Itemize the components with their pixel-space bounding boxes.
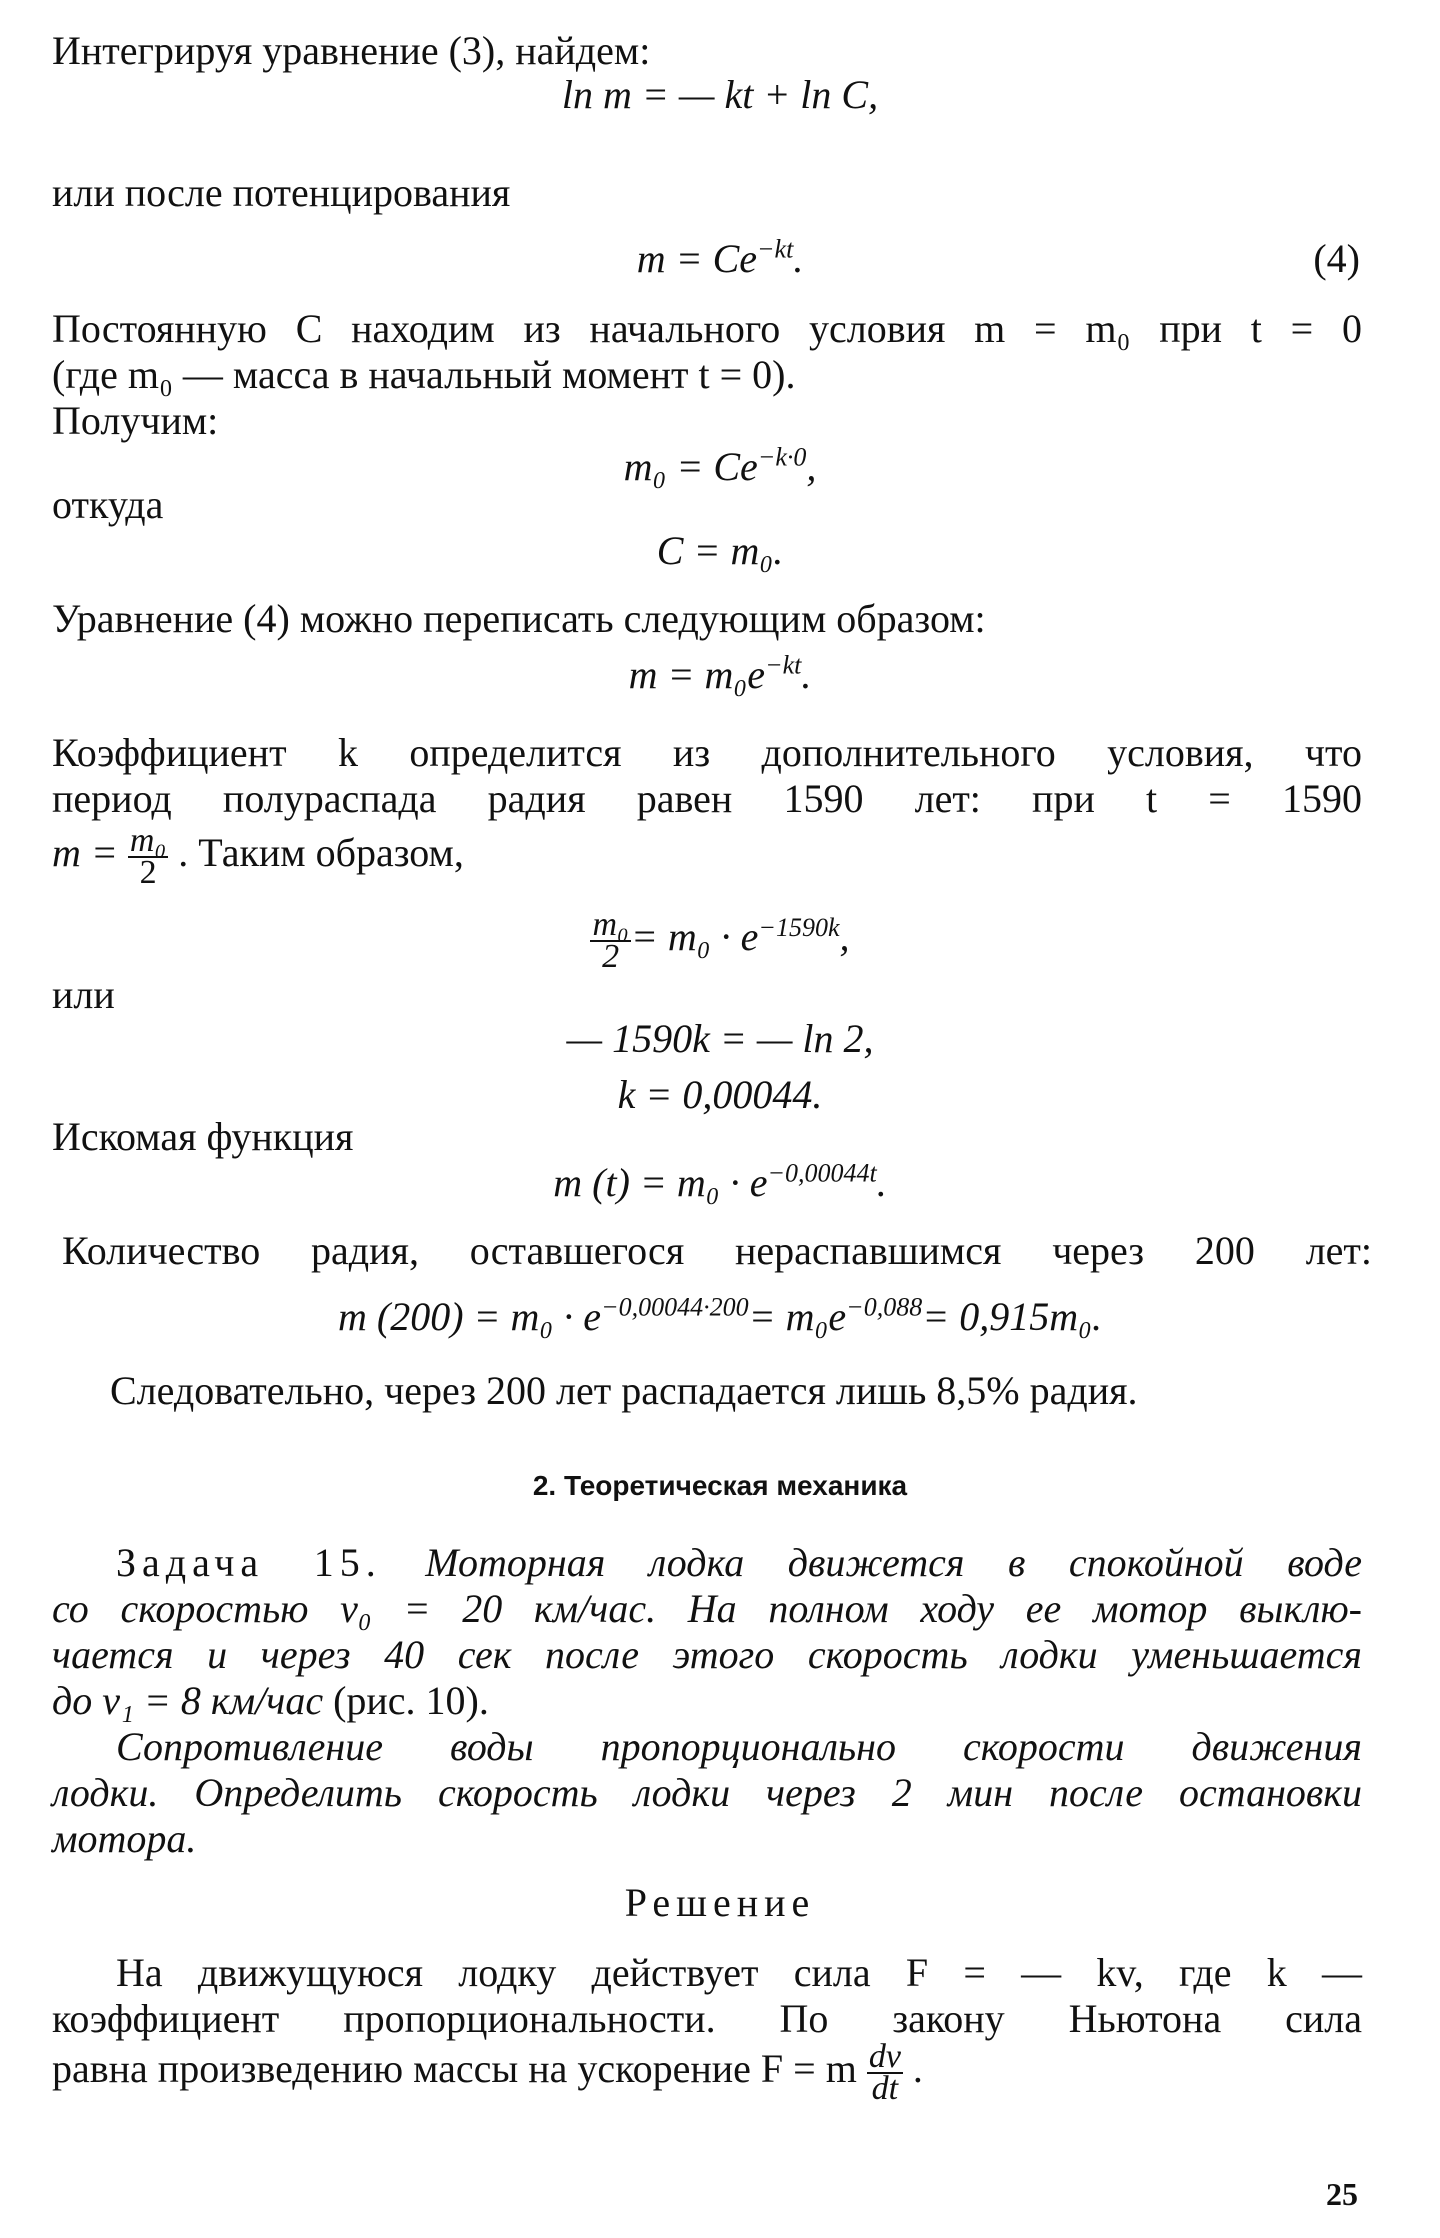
paragraph-constant-line2: (где m₀ — масса в начальный момент t = 0). bbox=[52, 352, 796, 397]
equation-number-4: (4) bbox=[1313, 236, 1360, 281]
page-number: 25 bbox=[1326, 2176, 1358, 2212]
equation-ln2: — 1590k = — ln 2, bbox=[566, 1016, 874, 1061]
paragraph-constant-line3: Получим: bbox=[52, 398, 219, 443]
task-line2: со скоростью v₀ = 20 км/час. На полном ходу ее мотор выклю- bbox=[52, 1586, 1362, 1631]
equation-c: C = m₀. bbox=[656, 528, 784, 573]
equation-k-value: k = 0,00044. bbox=[617, 1072, 823, 1117]
fraction-dv-dt: $\frac{dv}{dt}$ bbox=[868, 2038, 901, 2107]
paragraph-constant-line1: Постоянную C находим из начального условия m = m₀ при t = 0 bbox=[52, 306, 1362, 351]
equation-ln: ln m = — kt + ln C, bbox=[561, 72, 879, 117]
task-line1: Задача 15. Моторная лодка движется в спокойной воде bbox=[116, 1540, 1362, 1585]
task-line6: лодки. Определить скорость лодки через 2 мин после остановки bbox=[52, 1770, 1362, 1815]
fraction-m0-over-2-eq: $\frac{\text{m₀}}{2}$ bbox=[592, 906, 629, 975]
solution-line3: равна произведению массы на ускорение F = m $\frac{dv}{dt}$ . bbox=[52, 2038, 923, 2107]
paragraph-or: или bbox=[52, 972, 115, 1017]
paragraph-coefficient-line1: Коэффициент k определится из дополнительного условия, что bbox=[52, 730, 1362, 775]
paragraph-coefficient-line2: период полураспада радия равен 1590 лет: при t = 1590 bbox=[52, 776, 1362, 821]
paragraph-rewrite: Уравнение (4) можно переписать следующим образом: bbox=[52, 596, 986, 641]
equation-m0: $m_0 = Ce^{-k\cdot 0}$, bbox=[623, 442, 817, 489]
equation-function: m $(t) = m_0 \cdot e^{-0,00044t}$. bbox=[553, 1158, 887, 1205]
task-line4: до v₁ = 8 км/час (рис. 10). bbox=[52, 1678, 489, 1723]
paragraph-coefficient-line3: m = $\frac{\text{m₀}}{2}$ . Таким образом, bbox=[52, 822, 464, 891]
equation-200: m $(200) = m_0 \cdot e^{-0,00044\cdot 200}= m_0e^{-0,088}= 0,915m_0$. bbox=[337, 1292, 1102, 1339]
section-heading: 2. Теоретическая механика bbox=[532, 1470, 908, 1501]
solution-line2: коэффициент пропорциональности. По закону Ньютона сила bbox=[52, 1996, 1362, 2041]
paragraph-whence: откуда bbox=[52, 482, 164, 527]
paragraph-desired-function: Искомая функция bbox=[52, 1114, 354, 1159]
fraction-m0-over-2: $\frac{\text{m₀}}{2}$ bbox=[129, 822, 167, 891]
solution-line1: На движущуюся лодку действует сила F = — kv, где k — bbox=[116, 1950, 1362, 1995]
task-line3: чается и через 40 сек после этого скорость лодки уменьшается bbox=[52, 1632, 1362, 1677]
equation-rewritten: $m = m_0e^{-kt}$. bbox=[628, 650, 812, 697]
equation-4: $m = Ce^{-kt}$. bbox=[636, 234, 804, 281]
equation-half-life: $\frac{\text{m₀}}{2}$ = $m_0 \cdot e^{-1590k}$, bbox=[592, 906, 850, 975]
paragraph-conclusion: Следовательно, через 200 лет распадается лишь 8,5% радия. bbox=[110, 1368, 1138, 1413]
paragraph-integrating: Интегрируя уравнение (3), найдем: bbox=[52, 28, 651, 73]
task-line5: Сопротивление воды пропорционально скорости движения bbox=[116, 1724, 1362, 1769]
paragraph-potentiation: или после потенцирования bbox=[52, 170, 511, 215]
task-line7: мотора. bbox=[52, 1816, 197, 1861]
paragraph-amount: Количество радия, оставшегося нераспавшимся через 200 лет: bbox=[62, 1228, 1372, 1273]
solution-title: Решение bbox=[624, 1880, 816, 1925]
